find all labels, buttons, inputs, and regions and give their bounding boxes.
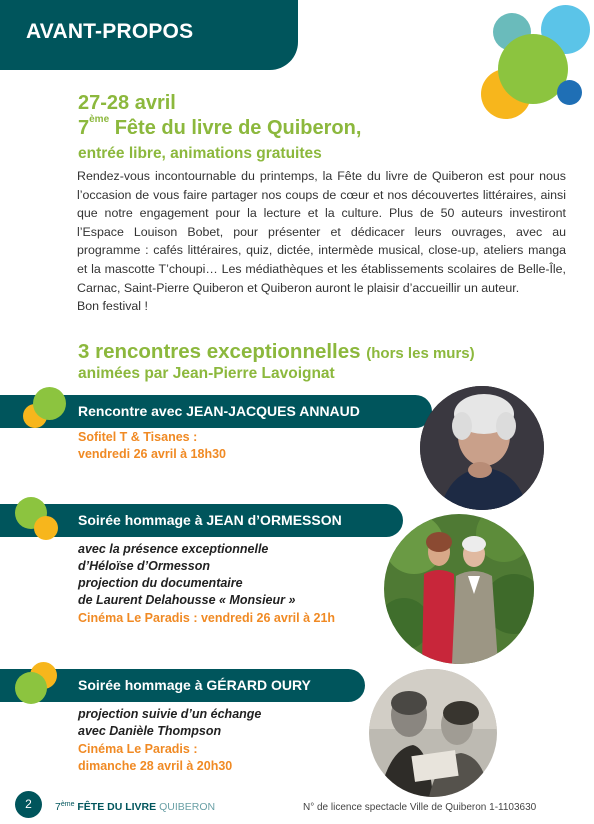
event-place-annaud: Sofitel T & Tisanes : bbox=[78, 430, 198, 444]
band-circle-green bbox=[33, 387, 66, 420]
event-time-oury: dimanche 28 avril à 20h30 bbox=[78, 759, 233, 773]
festival-number: 7 bbox=[78, 117, 90, 139]
rencontres-title: 3 rencontres exceptionnelles bbox=[78, 340, 361, 363]
footer-brand bbox=[55, 801, 215, 813]
decor-circle-blue bbox=[557, 80, 582, 105]
festival-title bbox=[78, 114, 362, 140]
event-title-annaud: Rencontre avec JEAN-JACQUES ANNAUD bbox=[78, 403, 360, 419]
event-title-ormesson: Soirée hommage à JEAN d’ORMESSON bbox=[78, 512, 342, 528]
band-circle-green-3 bbox=[15, 672, 47, 704]
page-title: AVANT-PROPOS bbox=[26, 20, 194, 43]
footer-brand-main: FÊTE DU LIVRE bbox=[77, 801, 157, 813]
event-venue-oury: Cinéma Le Paradis : bbox=[78, 742, 198, 756]
festival-ordinal: ème bbox=[89, 114, 110, 125]
event-venue-ormesson: Cinéma Le Paradis : vendredi 26 avril à 21h bbox=[78, 611, 336, 625]
festival-subtitle: entrée libre, animations gratuites bbox=[78, 145, 322, 162]
footer-brand-num: 7 bbox=[55, 801, 61, 813]
intro-closing: Bon festival ! bbox=[77, 299, 148, 314]
footer-licence: N° de licence spectacle Ville de Quiberon 1-1103630 bbox=[303, 802, 537, 813]
event-line2-ormesson: d’Héloïse d’Ormesson bbox=[78, 559, 210, 573]
page-number: 2 bbox=[15, 791, 42, 818]
footer-brand-ord: ème bbox=[60, 801, 75, 808]
rencontres-heading bbox=[78, 340, 475, 364]
footer-brand-city: QUIBERON bbox=[159, 801, 216, 813]
photo-gerard-oury bbox=[369, 669, 497, 797]
rencontres-title-suffix: (hors les murs) bbox=[366, 345, 475, 362]
festival-title-text: Fête du livre de Quiberon, bbox=[114, 117, 362, 139]
rencontres-subtitle: animées par Jean-Pierre Lavoignat bbox=[78, 365, 335, 382]
photo-jean-dormesson bbox=[384, 514, 534, 664]
band-circle-yellow-2 bbox=[34, 516, 58, 540]
event-title-oury: Soirée hommage à GÉRARD OURY bbox=[78, 677, 311, 693]
photo-jean-jacques-annaud bbox=[420, 386, 544, 510]
intro-paragraph bbox=[77, 167, 566, 316]
event-line1-oury: projection suivie d’un échange bbox=[78, 707, 262, 721]
event-line3-ormesson: projection du documentaire bbox=[78, 576, 243, 590]
event-time-annaud: vendredi 26 avril à 18h30 bbox=[78, 447, 227, 461]
event-line1-ormesson: avec la présence exceptionnelle bbox=[78, 542, 269, 556]
event-line4-ormesson: de Laurent Delahousse « Monsieur » bbox=[78, 593, 296, 607]
festival-date: 27-28 avril bbox=[78, 92, 176, 114]
event-line2-oury: avec Danièle Thompson bbox=[78, 724, 222, 738]
intro-body: Rendez-vous incontournable du printemps, la Fête du livre de Quiberon est pour nous l’occasion de vous faire partager nos coups de cœur et nos découvertes littéraires, ainsi que notre engagement pour la lecture et la culture. Plus de 50 auteurs investiront l’Espace Louison Bobet, pour présenter et dédicacer leurs ouvrages, avec au programme : cafés littéraires, quiz, dictée, intermède musical, close-up, ateliers manga et la mascotte T’choupi… Les médiathèques et les établissements scolaires de Belle-Île, Carnac, Saint-Pierre Quiberon et Quiberon auront le plaisir d’accueillir un auteur. bbox=[77, 169, 566, 295]
